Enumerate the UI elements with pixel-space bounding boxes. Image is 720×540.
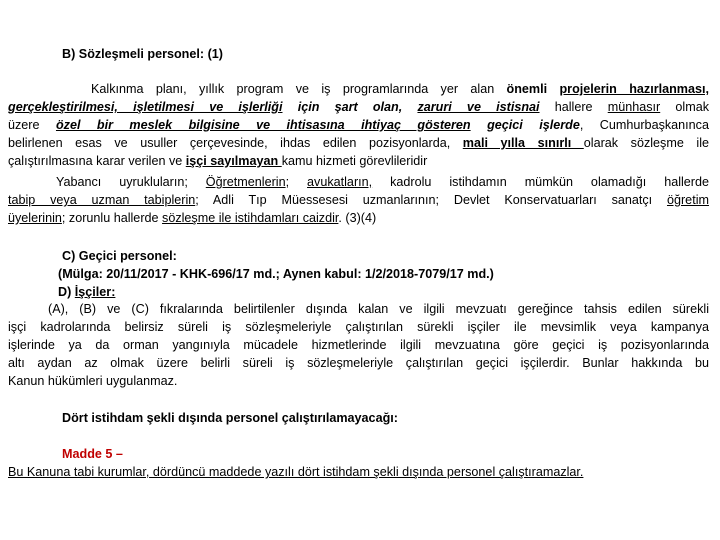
text-run: kadrolu istihdamın mümkün olamadığı hallerde xyxy=(372,175,710,189)
text-run: , Cumhurbaşkanınca xyxy=(579,118,709,132)
section-c-heading: C) Geçici personel: xyxy=(62,249,177,263)
text-run: üzere xyxy=(8,118,56,132)
text-run: önemli xyxy=(506,82,560,96)
text-run: belirlenen esas ve usuller çerçevesinde, ihdas edilen pozisyonlarda, xyxy=(8,136,463,150)
text-run: projelerin hazırlanması, xyxy=(559,82,710,96)
section-c-repeal-note: (Mülga: 20/11/2017 - KHK-696/17 md.; Aynen kabul: 1/2/2018-7079/17 md.) xyxy=(58,267,494,281)
article-text: Bu Kanuna tabi kurumlar, dördüncü maddede yazılı dört istihdam şekli dışında personel çalıştıramazlar. xyxy=(8,465,584,479)
paragraph-b1-line3 xyxy=(8,117,709,134)
text-run: işçi sayılmayan xyxy=(185,154,282,168)
text-run: gerçekleştirilmesi, işletilmesi ve işlerliği xyxy=(8,100,283,114)
paragraph-d-line1: (A), (B) ve (C) fıkralarında belirtilenler dışında kalan ve ilgili mevzuatı gereğince tahsis edilen sürekli xyxy=(48,302,709,316)
text-run: olmak xyxy=(660,100,710,114)
paragraph-b2-line2 xyxy=(8,192,709,209)
article-title: Madde 5 – xyxy=(62,447,123,461)
text-run: mali yılla sınırlı xyxy=(462,136,584,150)
text-run: üyelerinin xyxy=(8,211,62,225)
paragraph-d-line4: altı aydan az olmak üzere belirli süreli iş sözleşmeleriyle çalıştırılan geçici işçilerdir. Bunlar hakkında bu xyxy=(8,356,709,370)
paragraph-d-line2: işçi kadrolarında belirsiz süreli iş sözleşmeleriyle çalıştırılan sürekli işçiler ile mevsimlik veya kampanya xyxy=(8,320,709,334)
paragraph-b2-line3 xyxy=(8,210,376,227)
section-b-heading: B) Sözleşmeli personel: (1) xyxy=(62,47,223,61)
text-run: ; Adli Tıp Müessesesi uzmanlarının; Devlet Konservatuarları sanatçı xyxy=(195,193,667,207)
text-run: hallere xyxy=(539,100,608,114)
text-run: İşçiler: xyxy=(74,285,116,299)
paragraph-d-line3: işlerinde ya da orman yangınıyla mücadele hizmetlerinde ilgili mevzuatına göre geçici iş pozisyonlarında xyxy=(8,338,709,352)
paragraph-b1-line2 xyxy=(8,99,709,116)
text-run: . (3)(4) xyxy=(338,211,377,225)
text-run: zaruri ve istisnai xyxy=(417,100,540,114)
text-run: kamu hizmeti görevlileridir xyxy=(281,154,428,168)
restriction-heading: Dört istihdam şekli dışında personel çalıştırılamayacağı: xyxy=(62,411,398,425)
text-run: özel bir meslek bilgisine ve ihtisasına ihtiyaç gösteren xyxy=(55,118,471,132)
paragraph-b1-line1 xyxy=(8,81,709,98)
text-run: tabip veya uzman tabiplerin xyxy=(8,193,196,207)
paragraph-b1-line4 xyxy=(8,135,709,152)
paragraph-b1-line5 xyxy=(8,153,427,170)
section-d-heading xyxy=(58,284,115,301)
text-run: Yabancı uyrukluların; xyxy=(56,175,206,189)
text-run: avukatların, xyxy=(307,175,373,189)
text-run: için şart olan, xyxy=(282,100,418,114)
paragraph-b2-line1 xyxy=(8,174,709,191)
text-run: ; zorunlu hallerde xyxy=(61,211,163,225)
text-run: ; xyxy=(285,175,308,189)
text-run: Öğretmenlerin xyxy=(205,175,286,189)
text-run: olarak sözleşme ile xyxy=(583,136,710,150)
text-run: çalıştırılmasına karar verilen ve xyxy=(8,154,186,168)
text-run: geçici işlerde xyxy=(470,118,580,132)
text-run: sözleşme ile istihdamları caizdir xyxy=(162,211,339,225)
text-run: D) xyxy=(58,285,75,299)
paragraph-d-line5: Kanun hükümleri uygulanmaz. xyxy=(8,374,178,388)
text-run: Kalkınma planı, yıllık program ve iş programlarında yer alan xyxy=(91,82,507,96)
text-run: öğretim xyxy=(666,193,709,207)
text-run: münhasır xyxy=(607,100,661,114)
